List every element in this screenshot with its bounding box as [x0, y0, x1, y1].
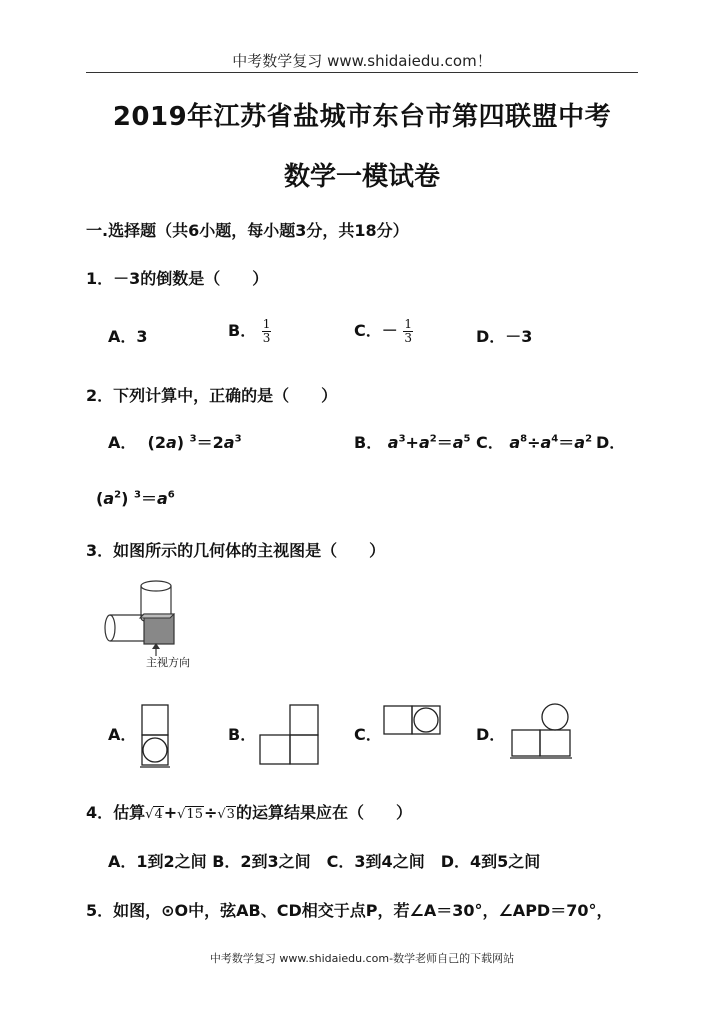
q2-option-d: $(a^2)$ $^3=a^6$	[96, 489, 175, 508]
q4-stem: 4．估算√4+√15÷√3的运算结果应在（ ）	[86, 803, 412, 822]
math-var: a	[509, 433, 521, 452]
fraction-numerator: 1	[404, 317, 412, 331]
q4-stem-suffix: 的运算结果应在（ ）	[235, 803, 412, 822]
math-exp: 3	[133, 489, 141, 501]
q2-option-a-label: A．	[108, 433, 137, 452]
q2-option-b: B． $a^3+a^2=a^5$	[354, 433, 471, 452]
math-var: a	[165, 433, 177, 452]
fraction-numerator: 1	[262, 317, 271, 331]
math-var: a	[103, 489, 115, 508]
math-exp: 3	[189, 433, 197, 445]
math-var: a	[387, 433, 399, 452]
math-digit: 2	[212, 433, 224, 452]
math-exp: 4	[551, 433, 559, 445]
header-divider	[86, 72, 638, 73]
math-exp: 2	[114, 489, 122, 501]
q2-option-c-label: C．	[476, 433, 504, 452]
math-var: a	[452, 433, 464, 452]
math-var: a	[223, 433, 235, 452]
fraction-denominator: 3	[262, 331, 271, 345]
q1-option-c-fraction	[403, 318, 413, 345]
q3-option-c-figure	[382, 704, 444, 740]
page-header: 中考数学复习 www.shidaiedu.com！	[232, 52, 492, 70]
math-exp: 6	[167, 489, 175, 501]
q1-option-b-label: B．	[228, 321, 257, 340]
math-exp: 5	[463, 433, 471, 445]
q1-option-c	[354, 318, 413, 345]
q3-stem: 3．如图所示的几何体的主视图是（ ）	[86, 541, 386, 560]
sqrt-3: √3	[217, 807, 235, 822]
q2-option-a: A． (2a) $^3=2a^3$	[108, 433, 242, 452]
q1-option-d: D．－3	[476, 327, 533, 346]
q2-option-d-label: D．	[596, 433, 626, 452]
math-var: a	[156, 489, 168, 508]
math-digit: 2	[154, 433, 166, 452]
math-exp: 8	[520, 433, 528, 445]
q5-stem: 5．如图，⊙O中，弦AB、CD相交于点P，若∠A＝30°，∠APD＝70°，	[86, 901, 613, 920]
radicand: 15	[186, 807, 203, 822]
q2-stem: 2．下列计算中，正确的是（ ）	[86, 386, 338, 405]
q3-view-caption: 主视方向	[146, 656, 190, 669]
q1-option-b-fraction	[262, 318, 272, 345]
section-heading: 一.选择题（共6小题，每小题3分，共18分）	[86, 221, 409, 240]
q3-option-b-figure	[258, 703, 322, 767]
q4-stem-prefix: 4．估算	[86, 803, 146, 822]
math-exp: 3	[398, 433, 406, 445]
q1-option-a: A．3	[108, 327, 148, 346]
sqrt-4: √4	[145, 807, 163, 822]
title-line-1: 2019年江苏省盐城市东台市第四联盟中考	[112, 102, 612, 132]
q1-stem: 1．－3的倒数是（ ）	[86, 269, 269, 288]
q1-option-b	[228, 318, 271, 345]
page-footer: 中考数学复习 www.shidaiedu.com-数学老师自己的下载网站	[209, 952, 515, 965]
q3-option-c-label: C．	[354, 725, 382, 744]
q2-option-b-label: B．	[354, 433, 383, 452]
radicand: 3	[226, 807, 235, 822]
math-exp: 2	[585, 433, 593, 445]
q3-option-b-label: B．	[228, 725, 257, 744]
q3-option-a-figure	[138, 703, 172, 771]
math-var: a	[540, 433, 552, 452]
sqrt-15: √15	[177, 807, 203, 822]
fraction-denominator: 3	[404, 331, 412, 345]
q3-option-a-label: A．	[108, 725, 137, 744]
q4-options: A．1到2之间 B．2到3之间 C．3到4之间 D．4到5之间	[108, 852, 541, 871]
math-exp: 2	[429, 433, 437, 445]
math-exp: 3	[234, 433, 242, 445]
title-line-2: 数学一模试卷	[283, 162, 440, 192]
q1-option-c-label: C．－	[354, 321, 398, 340]
q2-option-c: C． $a^8\div a^4=a^2$	[476, 433, 593, 452]
math-var: a	[574, 433, 586, 452]
math-var: a	[418, 433, 430, 452]
radicand: 4	[154, 807, 163, 822]
q3-option-d-figure	[508, 702, 574, 760]
q3-option-d-label: D．	[476, 725, 506, 744]
